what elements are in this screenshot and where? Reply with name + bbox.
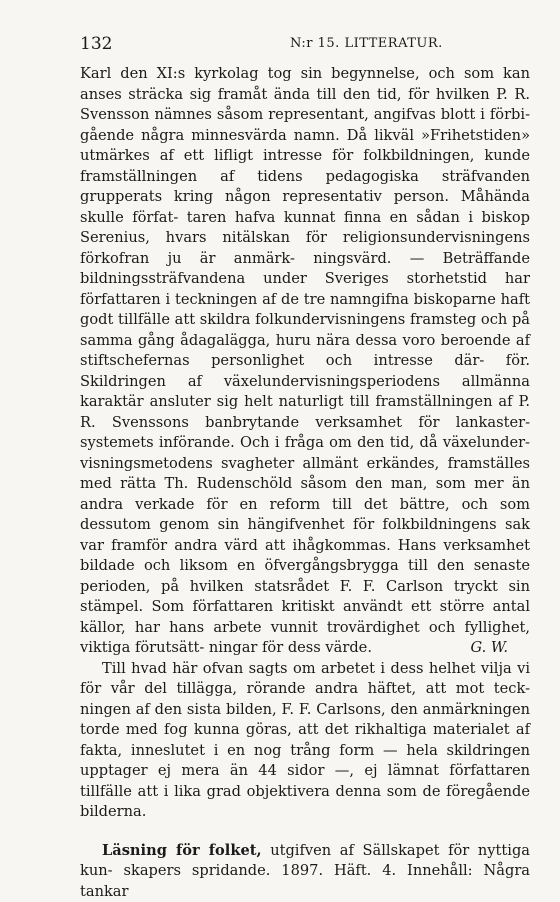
review-p1-line: storhetstid har författaren i teckningen af de tre namngifna bbox=[80, 270, 530, 308]
review-p1-line: ningsvärd. — Beträffande bildningssträfvandena under Sveriges bbox=[80, 250, 530, 288]
review-p1-line: P. R. Svenssons banbrytande verksamhet för lankaster- bbox=[80, 393, 530, 431]
review-p1-line: visningsmetodens svagheter allmänt erkändes, framställes med bbox=[80, 455, 530, 493]
review-p2-line: ningen af den sista bilden, F. F. Carlsons, den anmärkningen bbox=[80, 701, 530, 718]
header-title: N:r 15. LITTERATUR. bbox=[290, 36, 443, 51]
review-p1-line: biskoparne haft godt tillfälle att skildra folkundervisningens bbox=[80, 291, 530, 329]
review-p1-line: voro beroende af stiftschefernas personlighet och intresse där- bbox=[80, 332, 530, 370]
review-p2-line: torde med fog kunna göras, att det rikhaltiga materialet af bbox=[80, 721, 530, 738]
review-paragraph-1 bbox=[80, 64, 530, 659]
review-p1-line: systemets införande. Och i fråga om den tid, då växelunder- bbox=[80, 434, 530, 451]
reviewer-signature: G. W. bbox=[470, 638, 508, 659]
notice-line-2: skapers spridande. 1897. Häft. 4. Innehåll: Några tankar bbox=[80, 862, 530, 900]
review-p1-line: framsteg och på samma gång ådagalägga, huru nära dessa bbox=[80, 311, 530, 349]
review-p1-line: karaktär ansluter sig helt naturligt till framställningen af bbox=[80, 393, 519, 410]
review-p1-line: gående några minnesvärda namn. Då likväl »Frihetstiden» bbox=[80, 127, 530, 144]
review-p1-line: framställningen af tidens pedagogiska sträfvanden grupperats bbox=[80, 168, 530, 206]
review-p1-line: andra värd att ihågkommas. Hans verksamhet bildade och bbox=[80, 537, 530, 575]
review-p1-line: kring någon representativ person. Måhända skulle förfat- bbox=[80, 188, 530, 226]
review-p1-line: arbete vunnit trovärdighet och fyllighet, viktiga förutsätt- bbox=[80, 619, 530, 657]
review-p1-line: liksom en öfvergångsbrygga till den senaste perioden, på bbox=[80, 557, 530, 595]
review-p1-line: Svensson nämnes såsom representant, angifvas blott i förbi- bbox=[80, 106, 530, 123]
review-p1-line: verkade för en reform till det bättre, och som dessutom bbox=[80, 496, 530, 534]
review-p2-line: Till hvad här ofvan sagts om arbetet i dess helhet vilja bbox=[102, 660, 517, 677]
review-p1-last-line: ningar för dess värde. bbox=[209, 639, 372, 656]
page-number: 132 bbox=[80, 34, 112, 54]
review-p1-line: anses sträcka sig framåt ända till den tid, för hvilken P. R. bbox=[80, 86, 530, 103]
review-p2-line: att i lika grad objektivera denna som de föregående bilderna. bbox=[80, 783, 530, 821]
review-p2-line: upptager ej mera än 44 sidor —, ej lämnat författaren tillfälle bbox=[80, 762, 530, 800]
review-p1-line: för. Skildringen af växelundervisningsperiodens allmänna bbox=[80, 352, 530, 390]
running-header bbox=[80, 34, 530, 56]
review-p1-line: utmärkes af ett lifligt intresse för folkbildningen, kunde bbox=[80, 147, 530, 164]
body-text bbox=[80, 64, 530, 902]
notice-paragraph bbox=[80, 841, 530, 902]
review-p1-line: rätta Th. Rudenschöld såsom den man, som mer än andra bbox=[80, 475, 530, 513]
review-p1-line: Karl den XI:s kyrkolag tog sin begynnelse, och som kan bbox=[80, 65, 530, 82]
review-p2-line: fakta, inneslutet i en nog trång form — hela skildringen bbox=[80, 742, 530, 759]
notice-title: Läsning för folket, bbox=[102, 842, 262, 859]
review-p1-line: genom sin hängifvenhet för folkbildningens sak var framför bbox=[80, 516, 530, 554]
review-p1-line: hvilken statsrådet F. F. Carlson tryckt sin stämpel. Som bbox=[80, 578, 530, 616]
review-p1-line: författaren kritiskt användt ett större antal källor, har hans bbox=[80, 598, 530, 636]
review-p2-line: vi för vår del tillägga, rörande andra häftet, att mot teck- bbox=[80, 660, 530, 698]
notice-line-1: utgifven af Sällskapet för nyttiga kun- bbox=[80, 842, 530, 880]
review-p1-line: taren hafva kunnat finna en sådan i biskop Serenius, hvars bbox=[80, 209, 530, 247]
review-paragraph-2 bbox=[80, 659, 530, 823]
review-p1-line: nitälskan för religionsundervisningens förkofran ju är anmärk- bbox=[80, 229, 530, 267]
